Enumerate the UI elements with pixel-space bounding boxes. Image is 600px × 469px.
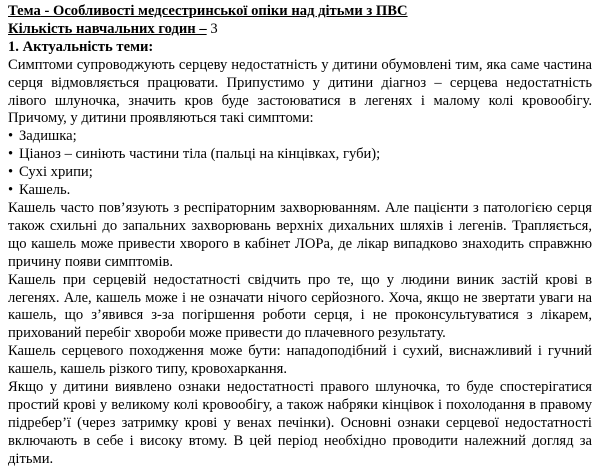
symptom-list xyxy=(8,128,592,200)
bullet-icon: • xyxy=(8,146,14,163)
symptom-item xyxy=(8,182,592,200)
symptom-text: Кашель. xyxy=(19,182,71,199)
symptom-text: Сухі хрипи; xyxy=(19,164,93,181)
bullet-icon: • xyxy=(8,164,14,181)
symptom-text: Ціаноз – синіють частини тіла (пальці на кінцівках, губи); xyxy=(19,146,381,163)
right-ventricle-paragraph: Якщо у дитини виявлено ознаки недостатності правого шлуночка, то буде спостерігатися простий крові у великому колі кровообігу, а також набряки кінцівок і похолодання в правому підребер’ї (через затримку крові у венах печінки). Основні ознаки серцевої недостатності включають в себе і високу втому. В цей період необхідно проводити належний догляд за дітьми. xyxy=(8,379,592,467)
topic-separator: - xyxy=(40,3,53,19)
cough-paragraph: Кашель часто пов’язують з респіраторним захворюванням. Але пацієнти з патологією серця також схильні до запальних захворювань верхніх дихальних шляхів і легенів. Трапляється, що кашель може привести хворого в кабінет ЛОРа, де лікар випадково знаходить справжню причину появи симптомів. xyxy=(8,199,592,270)
topic-title: Особливості медсестринської опіки над дітьми з ПВС xyxy=(52,3,408,19)
symptom-item xyxy=(8,164,592,182)
symptom-item xyxy=(8,146,592,164)
hours-label: Кількість навчальних годин – xyxy=(8,20,207,37)
cough-heart-failure-paragraph: Кашель при серцевій недостатності свідчить про те, що у людини виник застій крові в легенях. Але, кашель може і не означати нічого серйозного. Хоча, якщо не звертати уваги на кашель, що з’явився з-за погіршення роботи серця, і не проконсультуватися з лікарем, прихований перебіг хвороби може привести до плачевного результату. xyxy=(8,271,592,342)
hours-line xyxy=(8,21,592,39)
hours-value: 3 xyxy=(210,20,218,37)
symptom-item xyxy=(8,128,592,146)
bullet-icon: • xyxy=(8,128,14,145)
symptom-text: Задишка; xyxy=(19,128,77,145)
topic-line xyxy=(8,3,592,21)
bullet-icon: • xyxy=(8,182,14,199)
cough-types-paragraph: Кашель серцевого походження може бути: нападоподібний і сухий, виснажливий і гучний кашель, кашель різкого типу, кровохаркання. xyxy=(8,343,592,378)
section-title: 1. Актуальність теми: xyxy=(8,38,154,55)
intro-paragraph: Симптоми супроводжують серцеву недостатність у дитини обумовлені тим, яка саме частина серця відмовляється працювати. Припустимо у дитини діагноз – серцева недостатність лівого шлуночка, значить кров буде застоюватися в легенях і малому колі кровообігу. Причому, у дитини проявляються такі симптоми: xyxy=(8,56,592,127)
topic-label: Тема xyxy=(8,3,41,19)
